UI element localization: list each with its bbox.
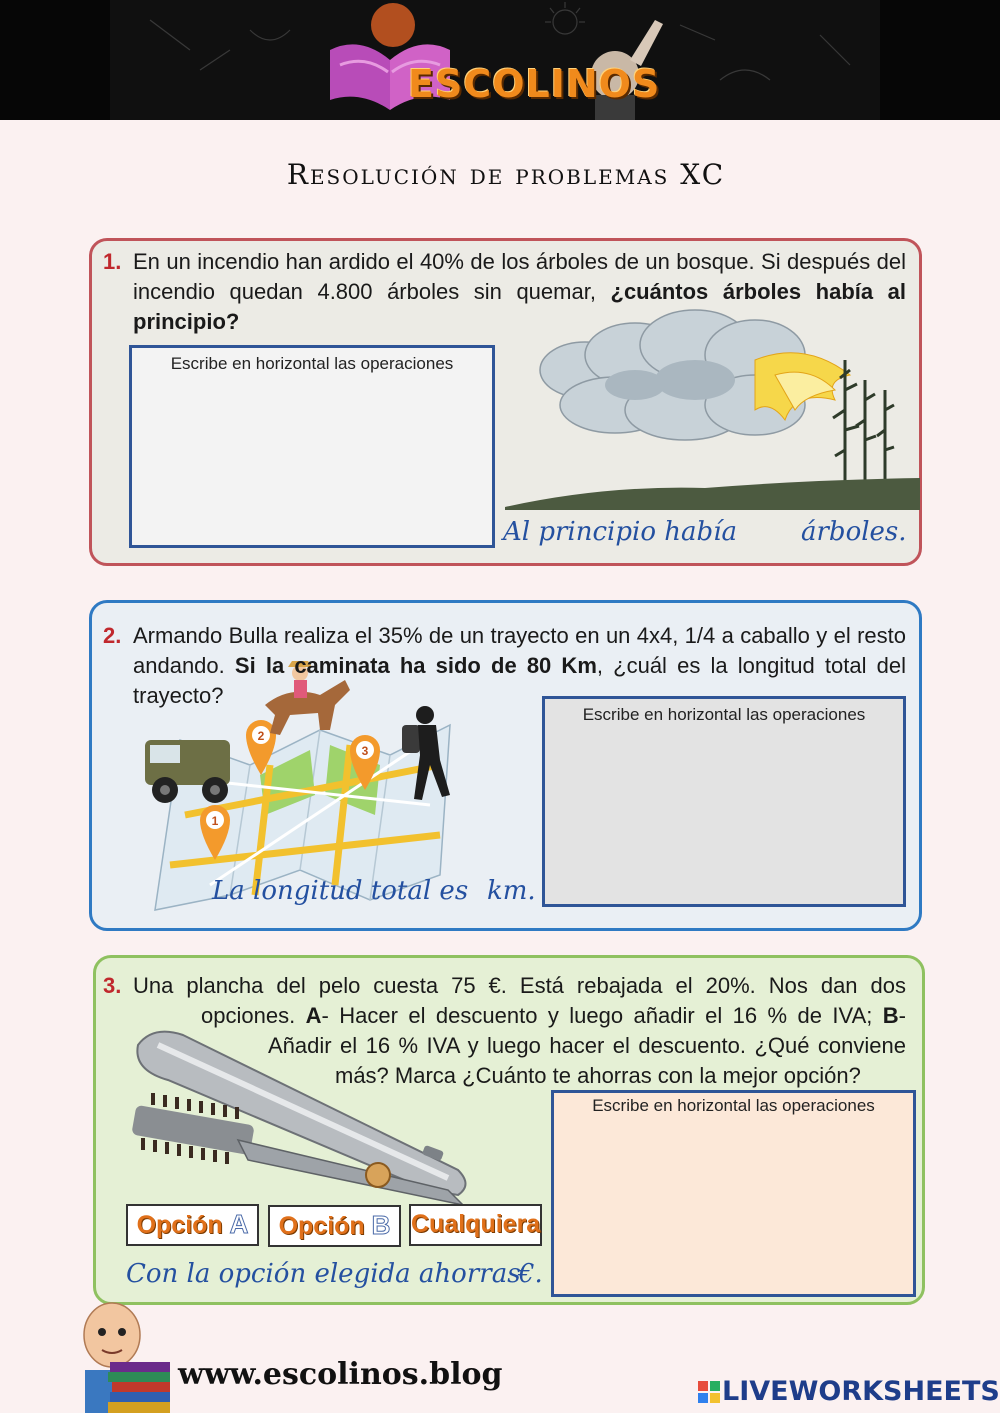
problem-2-answer-suffix: km. — [487, 876, 536, 906]
problem-3-answer-input[interactable] — [453, 1256, 515, 1290]
problem-3-operations-label: Escribe en horizontal las operaciones — [592, 1096, 875, 1115]
problem-2-line-2b: , ¿cuál es la longitud total del — [596, 653, 906, 678]
problem-2-operations-area[interactable] — [542, 696, 906, 907]
problem-2-line-2a: andando. — [133, 653, 235, 678]
problem-1-question-end: principio? — [133, 309, 240, 334]
option-b-button[interactable]: Opción B — [268, 1205, 401, 1247]
footer-website-link[interactable]: www.escolinos.blog — [178, 1357, 503, 1392]
problem-1-line-1: En un incendio han ardido el 40% de los árboles de un bosque. Si después del — [133, 249, 906, 274]
problem-3-statement-line-2: opciones. A- Hacer el descuento y luego añadir el 16 % de IVA; B- — [201, 1003, 906, 1028]
problem-3-answer-prefix: Con la opción elegida ahorras — [126, 1259, 521, 1289]
problem-2-line-3: trayecto? — [133, 683, 224, 708]
problem-1-answer-prefix: Al principio había — [503, 517, 737, 547]
problem-1-number: 1. — [103, 249, 122, 274]
brand-logo-text: ESCOLINOS — [408, 62, 661, 106]
option-b-marker: B — [882, 1003, 899, 1028]
problem-1-operations-area[interactable] — [129, 345, 495, 548]
problem-3-statement-line-3: Añadir el 16 % IVA y luego hacer el descuento. ¿Qué conviene — [268, 1033, 906, 1058]
problem-2-line-1: Armando Bulla realiza el 35% de un trayecto en un 4x4, 1/4 a caballo y el resto — [133, 623, 906, 648]
problem-2-answer-prefix: La longitud total es — [212, 876, 469, 906]
page-title: Resolución de problemas XC — [286, 158, 726, 191]
liveworksheets-badge: LIVEWORKSHEETS — [722, 1376, 1000, 1407]
option-any-button[interactable]: Cualquiera — [409, 1204, 542, 1246]
problem-3-answer-suffix: €. — [518, 1259, 543, 1289]
problem-3-operations-area[interactable] — [551, 1090, 916, 1297]
problem-3-number: 3. — [103, 973, 122, 998]
teacher-mascot-illustration — [70, 1300, 175, 1413]
problem-3-statement-line-1: Una plancha del pelo cuesta 75 €. Está rebajada el 20%. Nos dan dos — [133, 973, 906, 998]
problem-2-answer-input[interactable] — [430, 873, 482, 907]
problem-2-operations-label: Escribe en horizontal las operaciones — [582, 705, 866, 724]
problem-1-answer-suffix: árboles. — [801, 517, 907, 547]
problem-1-question: ¿cuántos árboles había al — [610, 279, 906, 304]
problem-1-operations-label: Escribe en horizontal las operaciones — [170, 354, 454, 373]
problem-1-statement — [133, 247, 906, 337]
pin-2-label: 2 — [257, 729, 265, 743]
pin-3-label: 3 — [361, 744, 369, 758]
problem-2-key-fact: Si la caminata ha sido de 80 Km — [234, 653, 597, 678]
problem-3-statement-line-4: más? Marca ¿Cuánto te ahorras con la mejor opción? — [335, 1063, 861, 1088]
header-banner — [0, 0, 1000, 120]
liveworksheets-logo-icon — [698, 1381, 720, 1403]
problem-2-number: 2. — [103, 623, 122, 648]
pin-1-label: 1 — [211, 814, 219, 828]
option-a-marker: A — [305, 1003, 322, 1028]
option-a-button[interactable]: Opción A — [126, 1204, 259, 1246]
problem-1-answer-input[interactable] — [727, 514, 795, 548]
problem-1-line-2: incendio quedan 4.800 árboles sin quemar, — [133, 279, 611, 304]
